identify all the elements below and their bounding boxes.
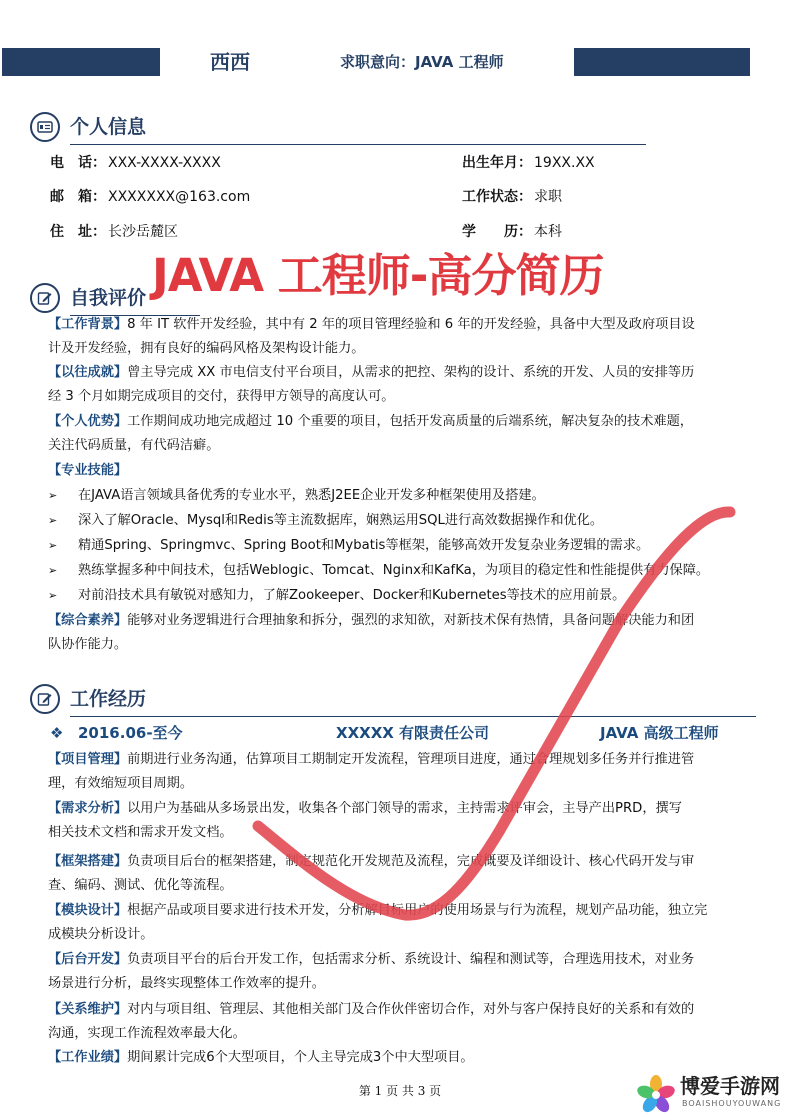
text-line: 负责项目平台的后台开发工作，包括需求分析、系统设计、编程和测试等，合理选用技术，对业务 [127, 952, 695, 967]
job-tag: 【模块设计】 [48, 903, 128, 918]
header-bar-right [574, 48, 750, 76]
education-value: 本科 [534, 224, 562, 240]
text-line: 相关技术文档和需求开发文档。 [48, 824, 233, 840]
text-line: 队协作能力。 [48, 636, 128, 652]
tag-advantage: 【个人优势】 [48, 414, 128, 429]
text-line: 根据产品或项目要求进行技术开发，分析解目标用户的使用场景与行为流程，规划产品功能，独立完 [127, 903, 708, 918]
flower-logo-icon [636, 1074, 676, 1114]
status-label: 工作状态： [462, 189, 532, 205]
job-tag: 【项目管理】 [48, 752, 128, 767]
text-line: 沟通，实现工作流程效率最大化。 [48, 1025, 246, 1041]
text-line: 场景进行分析，最终实现整体工作效率的提升。 [48, 975, 325, 991]
job-item-module [48, 899, 760, 946]
arrow-bullet-icon: ➢ [48, 564, 58, 577]
address-value: 长沙岳麓区 [108, 224, 178, 240]
text-line: 期间累计完成6个大型项目，个人主导完成3个中大型项目。 [127, 1050, 474, 1065]
section-divider [70, 144, 646, 145]
text-line: 经 3 个月如期完成项目的交付，获得甲方领导的高度认可。 [48, 388, 395, 404]
skill-item [48, 534, 768, 558]
text-line: 曾主导完成 XX 市电信支付平台项目，从需求的把控、架构的设计、系统的开发、人员的安排等历 [127, 365, 695, 380]
text-line: 计及开发经验，拥有良好的编码风格及架构设计能力。 [48, 340, 365, 356]
job-item-backend [48, 948, 760, 995]
text-line: 理，有效缩短项目周期。 [48, 775, 194, 791]
text-line: 成模块分析设计。 [48, 926, 154, 942]
text-line: 负责项目后台的框架搭建，制定规范化开发规范及流程，完成概要及详细设计、核心代码开发与审 [127, 854, 695, 869]
red-stamp-title: JAVA 工程师-高分简历 [152, 249, 604, 302]
text-line: 对内与项目组、管理层、其他相关部门及合作伙伴密切合作，对外与客户保持良好的关系和有效的 [127, 1002, 695, 1017]
watermark [636, 1072, 796, 1116]
job-item-requirements [48, 797, 760, 844]
skill-text: 深入了解Oracle、Mysql和Redis等主流数据库，娴熟运用SQL进行高效数据操作和优化。 [78, 513, 604, 528]
job-tag: 【关系维护】 [48, 1002, 128, 1017]
skill-text: 熟练掌握多种中间技术，包括Weblogic、Tomcat、Nginx和KafKa，为项目的稳定性和性能提供有力保障。 [78, 563, 710, 578]
id-card-icon [30, 112, 60, 142]
skill-text: 精通Spring、Springmvc、Spring Boot和Mybatis等框架，能够高效开发复杂业务逻辑的需求。 [78, 538, 650, 553]
paragraph-advantage [48, 410, 760, 457]
birth-label: 出生年月： [462, 155, 532, 171]
watermark-title: 博爱手游网 [680, 1074, 780, 1098]
arrow-bullet-icon: ➢ [48, 539, 58, 552]
job-item-relations [48, 998, 760, 1045]
job-header [50, 720, 770, 746]
phone-row [50, 153, 221, 173]
job-company: XXXXX 有限责任公司 [336, 724, 490, 742]
paragraph-quality [48, 609, 760, 656]
arrow-bullet-icon: ➢ [48, 489, 58, 502]
diamond-icon: ❖ [50, 724, 64, 742]
section-divider [70, 716, 756, 717]
tag-quality: 【综合素养】 [48, 613, 128, 628]
arrow-bullet-icon: ➢ [48, 589, 58, 602]
skill-item [48, 509, 768, 533]
job-tag: 【工作业绩】 [48, 1050, 128, 1065]
skill-item [48, 559, 768, 583]
paragraph-skills-tag [48, 459, 760, 483]
job-tag: 【框架搭建】 [48, 854, 128, 869]
section-title-personal: 个人信息 [70, 116, 147, 138]
section-title-self: 自我评价 [70, 287, 147, 309]
skill-text: 在JAVA语言领域具备优秀的专业水平，熟悉J2EE企业开发多种框架使用及搭建。 [78, 488, 545, 503]
phone-label: 电 话： [50, 155, 106, 171]
text-line: 8 年 IT 软件开发经验，其中有 2 年的项目管理经验和 6 年的开发经验，具备中大型及政府项目设 [127, 317, 695, 332]
job-intent: 求职意向：JAVA 工程师 [340, 53, 504, 71]
tag-skills: 【专业技能】 [48, 463, 128, 478]
text-line: 关注代码质量，有代码洁癖。 [48, 437, 220, 453]
skill-text: 对前沿技术具有敏锐对感知力，了解Zookeeper、Docker和Kubernetes等技术的应用前景。 [78, 588, 626, 603]
phone-value: XXX-XXXX-XXXX [108, 155, 221, 171]
job-item-management [48, 748, 760, 795]
briefcase-edit-icon [30, 684, 60, 714]
candidate-name: 西西 [210, 50, 250, 74]
text-line: 前期进行业务沟通，估算项目工期制定开发流程，管理项目进度，通过合理规划多任务并行推进管 [127, 752, 695, 767]
arrow-bullet-icon: ➢ [48, 514, 58, 527]
address-row [50, 222, 178, 242]
status-value: 求职 [534, 189, 562, 205]
address-label: 住 址： [50, 224, 106, 240]
email-value: XXXXXXX@163.com [108, 189, 251, 205]
resume-header [0, 48, 800, 78]
job-tag: 【需求分析】 [48, 801, 128, 816]
text-line: 查、编码、测试、优化等流程。 [48, 877, 233, 893]
education-label: 学 历： [462, 224, 532, 240]
job-item-performance [48, 1046, 760, 1070]
page-footer: 第 1 页 共 3 页 [358, 1084, 442, 1098]
text-line: 能够对业务逻辑进行合理抽象和拆分，强烈的求知欲，对新技术保有热情，具备问题解决能力和团 [127, 613, 695, 628]
edit-icon [30, 283, 60, 313]
text-line: 工作期间成功地完成超过 10 个重要的项目，包括开发高质量的后端系统，解决复杂的技术难题， [127, 414, 693, 429]
email-label: 邮 箱： [50, 189, 106, 205]
job-tag: 【后台开发】 [48, 952, 128, 967]
education-row [462, 222, 562, 242]
tag-achievement: 【以往成就】 [48, 365, 128, 380]
section-title-work: 工作经历 [70, 688, 147, 710]
birth-value: 19XX.XX [534, 155, 595, 171]
text-line: 以用户为基础从多场景出发，收集各个部门领导的需求，主持需求评审会，主导产出PRD，撰写 [127, 801, 682, 816]
job-period: 2016.06-至今 [78, 724, 183, 742]
job-role: JAVA 高级工程师 [600, 724, 719, 742]
tag-background: 【工作背景】 [48, 317, 128, 332]
birth-row [462, 153, 595, 173]
header-bar-left [2, 48, 160, 76]
email-row [50, 187, 250, 207]
job-item-framework [48, 850, 760, 897]
paragraph-achievement [48, 361, 760, 408]
skill-item [48, 584, 768, 608]
status-row [462, 187, 562, 207]
paragraph-background [48, 313, 760, 360]
skill-item [48, 484, 768, 508]
watermark-subtitle: BOAISHOUYOUWANG [682, 1099, 782, 1108]
